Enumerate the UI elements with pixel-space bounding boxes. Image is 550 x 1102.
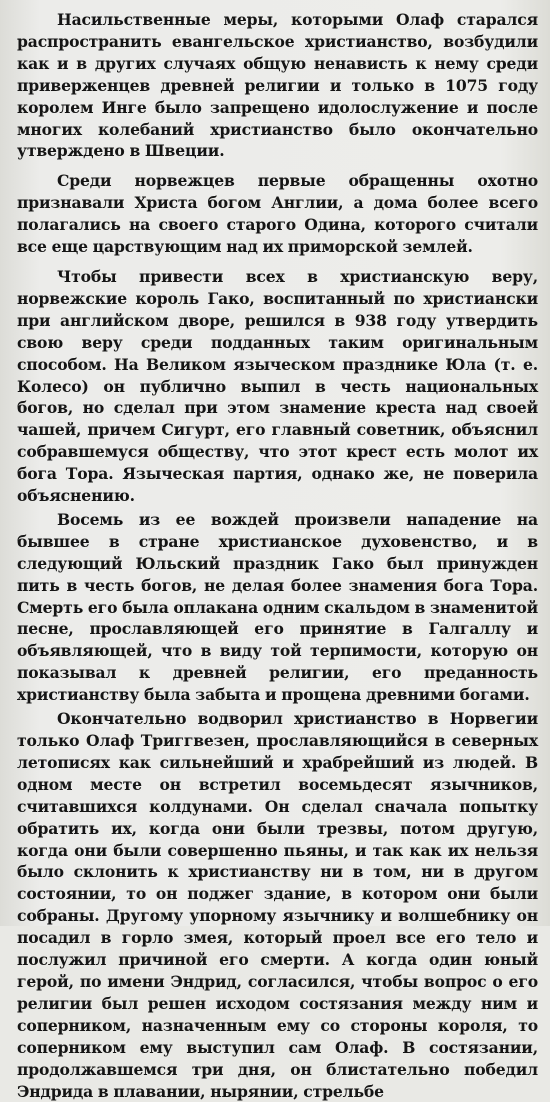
paragraph-2: Среди норвежцев первые обращенны охотно признавали Христа богом Англии, а дома более всего полагались на своего старого Одина, которого считали все еще царствующим над их приморской землей. [17, 171, 538, 257]
paragraph-5: Окончательно водворил христианство в Норвегии только Олаф Триггвезен, прославляющийся в северных летописях как сильнейший и храбрейший из людей. В одном месте он встретил восемьдесят язычников, считавшихся колдунами. Он сделал сначала попытку обратить их, когда они были трезвы, потом другую, когда они были совершенно пьяны, и так как их нельзя было склонить к христианству ни в том, ни в другом состоянии, то он поджег здание, в котором они были собраны. Другому упорному язычнику и волшебнику он посадил в горло змея, который проел все его тело и послужил причиной его смерти. А когда один юный герой, по имени Эндрид, согласился, чтобы вопрос о его религии был решен исходом состязания между ним и соперником, назначенным ему со стороны короля, то соперником ему выступил сам Олаф. В состязании, продолжавшемся три дня, он блистательно победил Эндрида в плавании, нырянии, стрельбе [17, 709, 538, 1101]
paragraph-4: Восемь из ее вождей произвели нападение на бывшее в стране христианское духовенство, и в следующий Юльский праздник Гако был принужден пить в честь богов, не делая более знамения бога Тора. Смерть его была оплакана одним скальдом в знаменитой песне, прославляющей его принятие в Галгаллу и объявляющей, что в виду той терпимости, которую он показывал к древней религии, его преданность христианству была забыта и прощена древними богами. [17, 509, 539, 705]
paragraph-1: Насильственные меры, которыми Олаф старался распространить евангельское христианство, возбудили как и в других случаях общую ненависть к нему среди приверженцев древней религии и только в 1075 году королем Инге было запрещено идолослужение и после многих колебаний христианство было окончательно утверждено в Швеции. [17, 10, 538, 161]
paragraph-3: Чтобы привести всех в христианскую веру, норвежские король Гако, воспитанный по христиански при английском дворе, решился в 938 году утвердить свою веру среди подданных таким оригинальным способом. На Великом языческом празднике Юла (т. е. Колесо) он публично выпил в честь национальных богов, но сделал при этом знамение креста над своей чашей, причем Сигурт, его главный советник, объяснил собравшемуся обществу, что этот крест есть молот их бога Тора. Языческая партия, однако же, не поверила объяснению. [17, 266, 538, 506]
